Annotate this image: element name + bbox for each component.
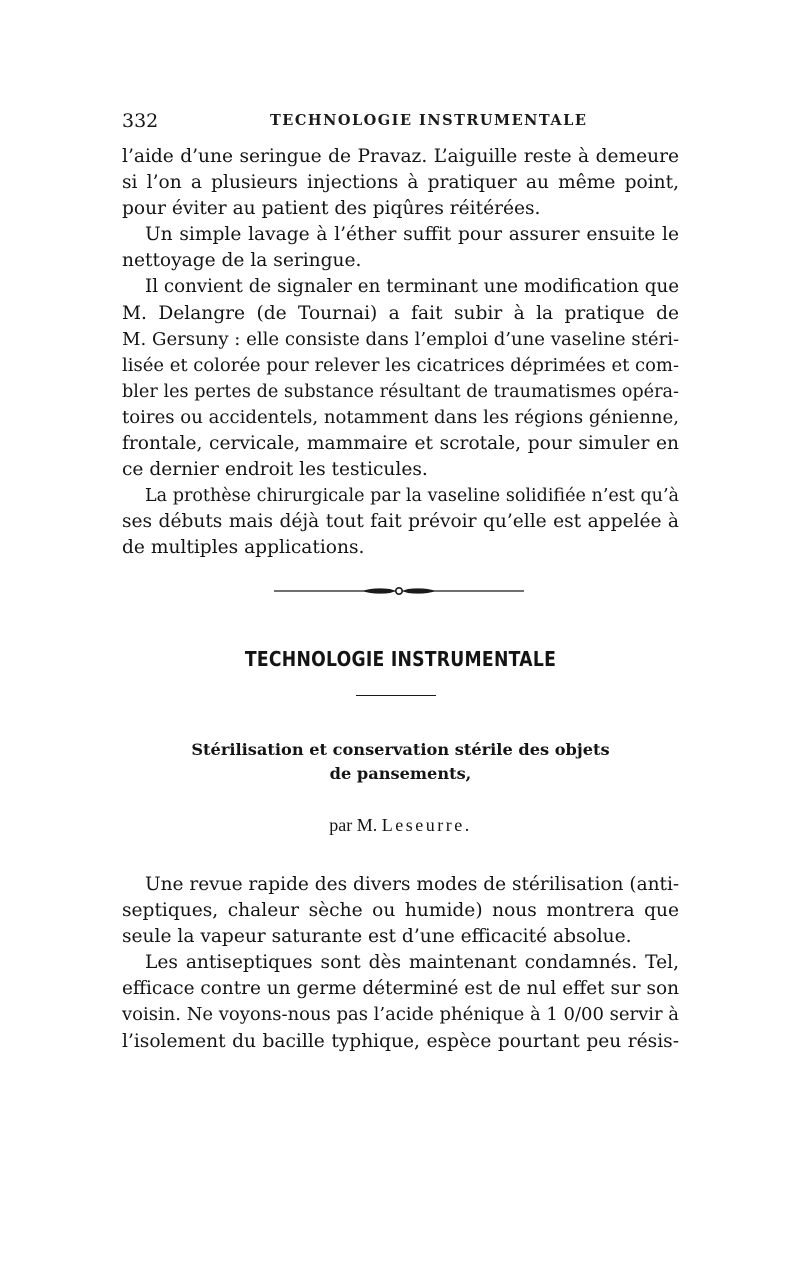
section-heading: TECHNOLOGIE INSTRUMENTALE [244,647,557,671]
page-number: 332 [122,110,159,132]
heading-rule [356,695,436,696]
text-line: pour éviter au patient des piqûres réitérées. [122,198,541,220]
text-line: frontale, cervicale, mammaire et scrotale, pour simuler en [122,433,679,455]
text-line: Une revue rapide des divers modes de stérilisation (anti- [145,874,680,895]
text-line: l’aide d’une seringue de Pravaz. L’aiguille reste à demeure [122,146,679,167]
text-line: efficace contre un germe déterminé est de nul effet sur son [122,978,679,1000]
text-line: septiques, chaleur sèche ou humide) nous montrera que [122,900,679,922]
text-line: ce dernier endroit les testicules. [122,459,428,481]
ornamental-divider [274,585,524,597]
byline [122,811,679,839]
text-line: La prothèse chirurgicale par la vaseline solidifiée n’est qu’à [145,486,679,507]
text-line: seule la vapeur saturante est d’une efficacité absolue. [122,926,632,948]
text-line: si l’on a plusieurs injections à pratiquer au même point, [122,172,679,194]
text-line: Il convient de signaler en terminant une modification que [145,276,679,298]
byline-prefix: par M. [329,815,378,835]
running-head [122,106,682,136]
text-line: bler les pertes de substance résultant de traumatismes opéra- [122,381,679,402]
text-line: ses débuts mais déjà tout fait prévoir qu’elle est appelée à [122,511,679,533]
prior-article-text [122,144,679,562]
text-line: Les antiseptiques sont dès maintenant condamnés. Tel, [145,952,679,974]
text-line: voisin. Ne voyons-nous pas l’acide phénique à 1 0/00 servir à [122,1004,679,1026]
text-line: de multiples applications. [122,537,365,559]
text-line: l’isolement du bacille typhique, espèce pourtant peu résis- [122,1030,679,1052]
text-line: nettoyage de la seringue. [122,250,362,272]
text-line: M. Gersuny : elle consiste dans l’emploi d’une vaseline stéri- [122,328,680,350]
text-line: Un simple lavage à l’éther suffit pour assurer ensuite le [145,224,679,246]
author-name: Leseurre. [381,815,472,835]
article-title-line: Stérilisation et conservation stérile des objets [191,740,610,759]
text-line: lisée et colorée pour relever les cicatrices déprimées et com- [122,354,680,376]
article-text [122,872,679,1055]
article-title [122,738,679,786]
running-title: TECHNOLOGIE INSTRUMENTALE [270,112,588,129]
article-title-line: de pansements, [329,764,472,783]
text-line: M. Delangre (de Tournai) a fait subir à la pratique de [122,302,679,324]
text-line: toires ou accidentels, notamment dans les régions génienne, [122,406,679,428]
